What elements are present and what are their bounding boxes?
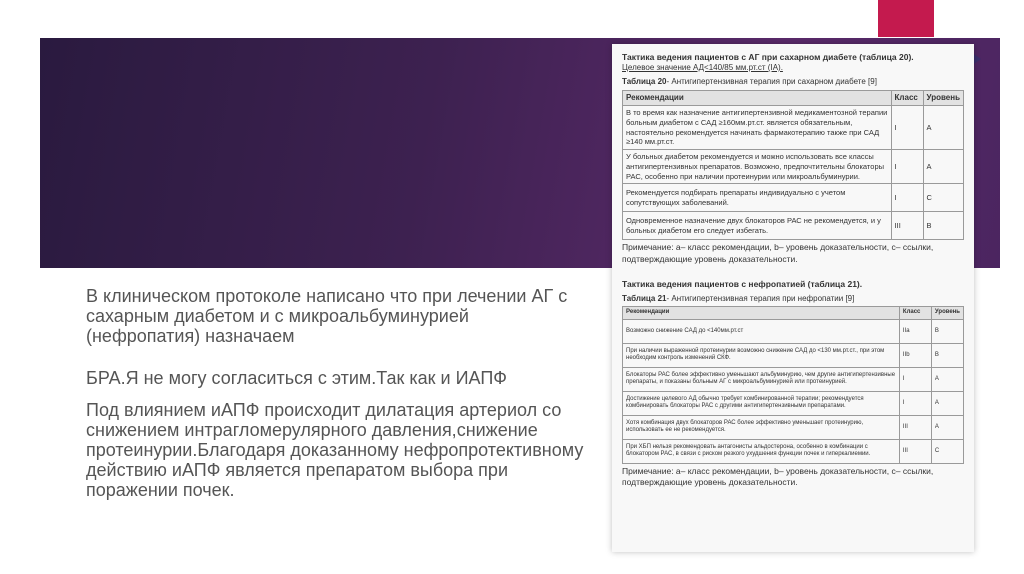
- class-cell: I: [899, 391, 931, 415]
- level-cell: C: [931, 439, 963, 463]
- level-cell: C: [923, 184, 963, 212]
- recommendation-cell: Возможно снижение САД до <140мм.рт.ст: [623, 319, 900, 343]
- reference-heading-diabetes: Тактика ведения пациентов с АГ при сахарном диабете (таблица 20).: [622, 52, 914, 62]
- table-row: [623, 343, 964, 367]
- table-20: [622, 90, 964, 241]
- level-cell: B: [923, 212, 963, 240]
- class-cell: I: [891, 184, 923, 212]
- class-cell: III: [891, 212, 923, 240]
- table-row: [623, 367, 964, 391]
- paragraph-disagree: БРА.Я не могу согласиться с этим.Так как и ИАПФ: [86, 368, 507, 388]
- level-cell: B: [931, 343, 963, 367]
- table-header: Рекомендации: [623, 307, 900, 320]
- recommendation-cell: Одновременное назначение двух блокаторов РАС не рекомендуется, и у больных диабетом его следует избегать.: [623, 212, 892, 240]
- class-cell: III: [899, 415, 931, 439]
- table-20-note: Примечание: а– класс рекомендации, b– уровень доказательности, с– ссылки, подтверждающие уровень доказательности.: [622, 242, 934, 264]
- table-21-note: Примечание: а– класс рекомендации, b– уровень доказательности, с– ссылки, подтверждающие уровень доказательности.: [622, 465, 934, 487]
- table-row: [623, 106, 964, 150]
- accent-bar: [878, 0, 934, 37]
- table-row: [623, 184, 964, 212]
- table-row: [623, 150, 964, 184]
- level-cell: A: [923, 150, 963, 184]
- table-21-caption: Таблица 21- Антигипертензивная терапия при нефропатии [9]: [622, 293, 855, 303]
- recommendation-cell: Достижение целевого АД обычно требует комбинированной терапии; рекомендуется комбинировать блокаторы РАС с другими антигипертензивными препаратами.: [623, 391, 900, 415]
- recommendation-cell: В то время как назначение антигипертензивной медикаментозной терапии больным диабетом с САД ≥160мм.рт.ст. является обязательным, настоятельно рекомендуется начинать фармакотерапию также при САД ≥140 мм.рт.ст.: [623, 106, 892, 150]
- table-header: Уровень: [931, 307, 963, 320]
- table-row: [623, 391, 964, 415]
- recommendation-cell: При ХБП нельзя рекомендовать антагонисты альдостерона, особенно в комбинации с блокатором РАС, в связи с риском резкого ухудшения функции почек и гиперкалиемии.: [623, 439, 900, 463]
- class-cell: III: [899, 439, 931, 463]
- level-cell: A: [931, 391, 963, 415]
- table-row: [623, 212, 964, 240]
- recommendation-cell: При наличии выраженной протеинурии возможно снижение САД до <130 мм.рт.ст., при этом необходим контроль изменений СКФ.: [623, 343, 900, 367]
- class-cell: I: [891, 150, 923, 184]
- table-header: Класс: [891, 90, 923, 105]
- class-cell: IIa: [899, 319, 931, 343]
- table-header: Уровень: [923, 90, 963, 105]
- table-row: [623, 415, 964, 439]
- class-cell: I: [899, 367, 931, 391]
- table-header: Класс: [899, 307, 931, 320]
- class-cell: I: [891, 106, 923, 150]
- class-cell: IIb: [899, 343, 931, 367]
- reference-heading-nephropathy: Тактика ведения пациентов с нефропатией (таблица 21).: [622, 278, 863, 289]
- table-row: [623, 439, 964, 463]
- recommendation-cell: Хотя комбинация двух блокаторов РАС более эффективно уменьшает протеинурию, использовать ее не рекомендуется.: [623, 415, 900, 439]
- level-cell: A: [923, 106, 963, 150]
- level-cell: B: [931, 319, 963, 343]
- recommendation-cell: У больных диабетом рекомендуется и можно использовать все классы антигипертензивных препаратов. Возможно, предпочтительны блокаторы РАС, особенно при наличии протеинурии или микроальбуминурии.: [623, 150, 892, 184]
- paragraph-ace-inhibitor: Под влиянием иАПФ происходит дилатация артериол со снижением интрагломерулярного давления,снижение протеинурии.Благодаря доказанному нефропротективному действию иАПФ является препаратом выбора при поражении почек.: [86, 400, 584, 500]
- table-21: [622, 306, 964, 464]
- table-20-caption: Таблица 20- Антигипертензивная терапия при сахарном диабете [9]: [622, 77, 877, 87]
- target-bp-line: Целевое значение АД<140/85 мм.рт.ст (IA).: [622, 63, 783, 73]
- paragraph-protocol: В клиническом протоколе написано что при лечении АГ с сахарным диабетом и с микроальбуминурией (нефропатия) назначаем: [86, 286, 568, 346]
- reference-image: [612, 44, 974, 552]
- table-header: Рекомендации: [623, 90, 892, 105]
- level-cell: A: [931, 415, 963, 439]
- table-row: [623, 319, 964, 343]
- recommendation-cell: Блокаторы РАС более эффективно уменьшают альбуминурию, чем другие антигипертензивные препараты, и показаны больным АГ с микроальбуминурией или протеинурией.: [623, 367, 900, 391]
- recommendation-cell: Рекомендуется подбирать препараты индивидуально с учетом сопутствующих заболеваний.: [623, 184, 892, 212]
- level-cell: A: [931, 367, 963, 391]
